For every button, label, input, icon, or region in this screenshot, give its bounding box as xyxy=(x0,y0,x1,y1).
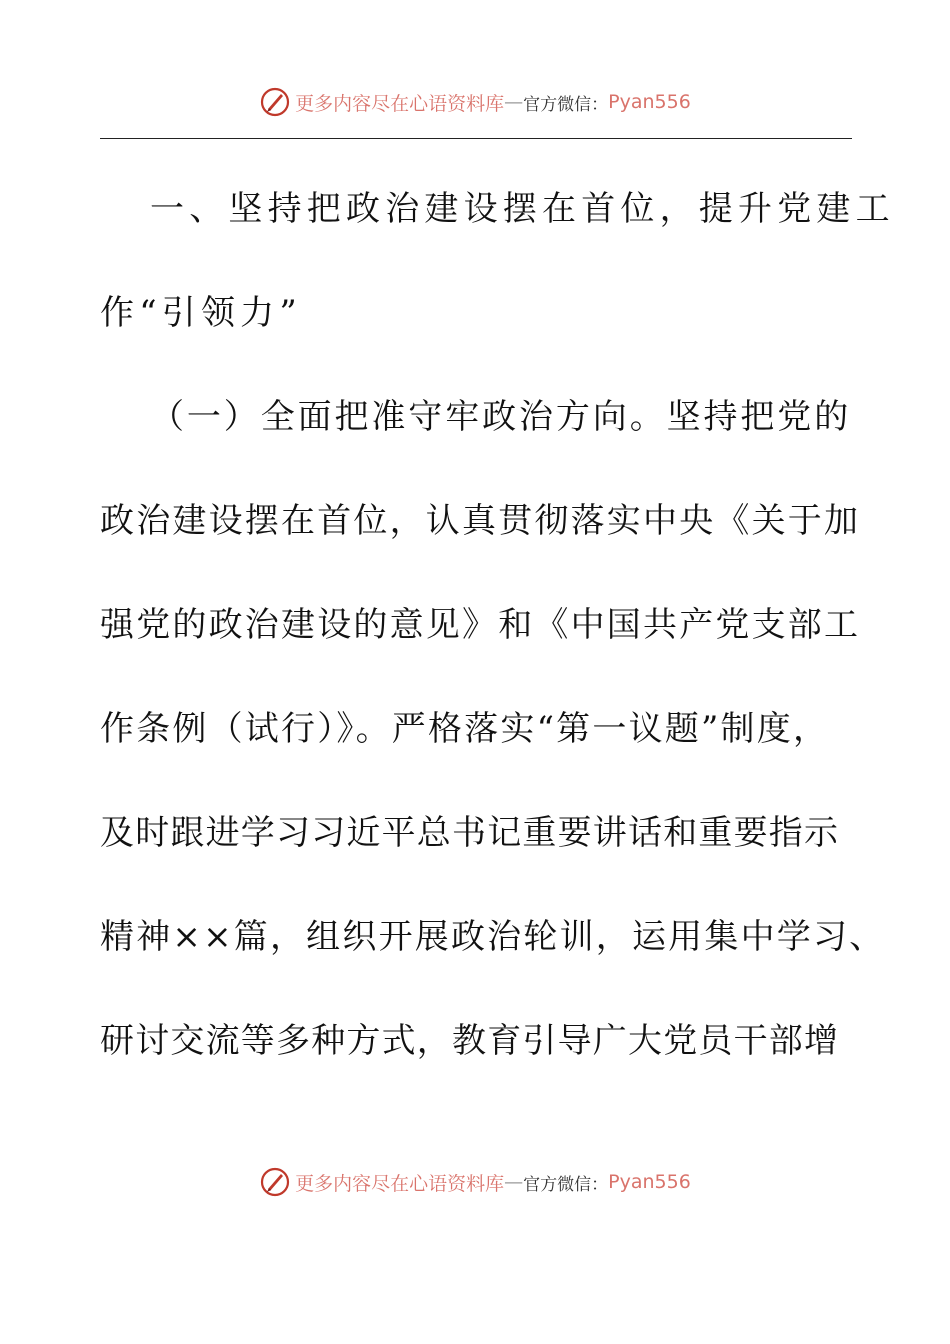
banner-separator: — xyxy=(504,1171,524,1193)
paragraph-line-6: 精神××篇，组织开展政治轮训，运用集中学习、 xyxy=(100,917,886,957)
writing-quill-logo-icon xyxy=(259,1166,291,1198)
footer-banner xyxy=(0,1162,950,1202)
heading-line-2: 作“引领力” xyxy=(100,293,302,333)
banner-wechat-id: Pyan556 xyxy=(608,1171,691,1193)
banner-wechat-label: 官方微信： xyxy=(523,1174,609,1195)
paragraph-line-5: 及时跟进学习习近平总书记重要讲话和重要指示 xyxy=(100,813,840,853)
banner-site-text: 更多内容尽在心语资料库 xyxy=(295,1172,505,1195)
writing-quill-logo-icon xyxy=(259,86,291,118)
banner-wechat-id: Pyan556 xyxy=(608,91,691,113)
banner-site-text: 更多内容尽在心语资料库 xyxy=(295,92,505,115)
banner-wechat-label: 官方微信： xyxy=(523,94,609,115)
paragraph-line-4: 作条例（试行）》。严格落实“第一议题”制度， xyxy=(100,709,830,749)
paragraph-line-7: 研讨交流等多种方式，教育引导广大党员干部增 xyxy=(100,1021,840,1061)
banner-separator: — xyxy=(504,91,524,113)
header-divider xyxy=(100,138,852,139)
header-banner xyxy=(0,82,950,122)
paragraph-line-1: （一）全面把准守牢政治方向。坚持把党的 xyxy=(150,397,852,437)
paragraph-line-2: 政治建设摆在首位，认真贯彻落实中央《关于加 xyxy=(100,501,861,541)
heading-line-1: 一、坚持把政治建设摆在首位，提升党建工 xyxy=(150,189,895,229)
paragraph-line-3: 强党的政治建设的意见》和《中国共产党支部工 xyxy=(100,605,861,645)
